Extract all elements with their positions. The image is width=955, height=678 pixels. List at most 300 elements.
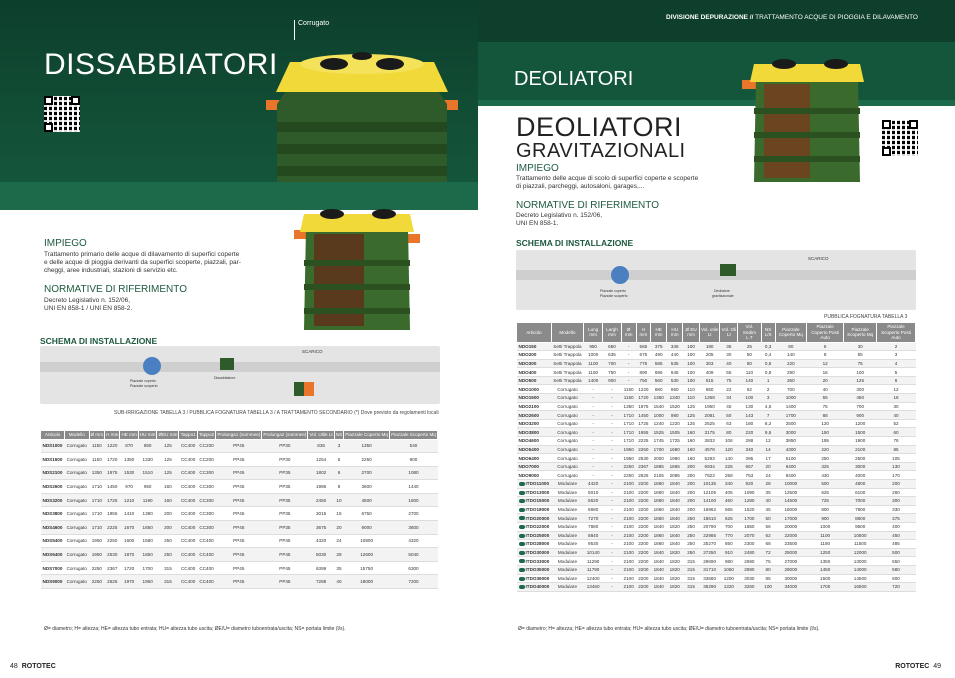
column-header: Tappo1 <box>180 432 196 437</box>
table-cell: 2085 <box>667 471 683 480</box>
table-cell: NDS7000 <box>41 561 65 575</box>
table-cell: 4320 <box>390 534 438 548</box>
table-cell: 540 <box>390 439 438 453</box>
eco-badge-icon <box>519 508 525 512</box>
table-cell: 1268 <box>699 394 720 403</box>
table-cell: 1840 <box>667 505 683 514</box>
table-cell: 1050 <box>720 565 738 574</box>
table-cell: - <box>603 505 622 514</box>
table-cell: 1950 <box>89 548 105 562</box>
table-cell: 2100 <box>621 565 636 574</box>
table-row <box>517 531 916 540</box>
table-cell: PP35 <box>262 521 308 535</box>
eco-badge-icon <box>519 491 525 495</box>
table-cell: 28 <box>761 480 775 489</box>
column-header: Ø mm <box>621 323 636 343</box>
table-cell: 8800 <box>844 514 877 523</box>
table-cell: 7800 <box>844 505 877 514</box>
table-cell: CC400 <box>197 534 215 548</box>
table-cell: 910 <box>720 548 738 557</box>
table-cell: 1320 <box>720 583 738 592</box>
table-cell: - <box>603 497 622 506</box>
table-cell: 7200 <box>390 575 438 589</box>
table-cell: NDO6400 <box>517 454 552 463</box>
table-cell: - <box>584 402 603 411</box>
table-cell: 200 <box>157 507 179 521</box>
table-cell: 160 <box>157 480 179 494</box>
table-cell: 250 <box>157 548 179 562</box>
table-cell: 10800 <box>844 531 877 540</box>
table-cell: 2890 <box>738 565 761 574</box>
table-cell: 220 <box>806 445 843 454</box>
table-cell: CC400 <box>179 439 197 453</box>
table-cell: 125 <box>157 466 179 480</box>
table-cell: 2525 <box>699 419 720 428</box>
table-cell: 1190 <box>138 493 157 507</box>
table-cell: 5010 <box>584 488 603 497</box>
table-row <box>41 439 438 453</box>
table-cell: 850 <box>699 385 720 394</box>
table-cell: 28 <box>334 548 343 562</box>
eco-badge-icon <box>519 534 525 538</box>
table-cell: 1840 <box>667 531 683 540</box>
table-cell: 1220 <box>636 385 651 394</box>
table-cell: - <box>603 583 622 592</box>
table-cell: - <box>603 488 622 497</box>
eco-badge-icon <box>519 559 525 563</box>
table-cell: PP30 <box>262 453 308 467</box>
table-cell: 30000 <box>775 574 806 583</box>
table-cell: 2105 <box>651 471 667 480</box>
table-cell: 1710 <box>89 493 105 507</box>
table-cell: 12500 <box>775 488 806 497</box>
table-row <box>517 359 916 368</box>
table-cell: Corrugato <box>65 466 90 480</box>
table-cell: 36290 <box>699 583 720 592</box>
table-cell: 1410 <box>120 507 138 521</box>
table-cell: 1840 <box>667 497 683 506</box>
table-row <box>41 507 438 521</box>
table-cell: Corrugato <box>551 445 583 454</box>
column-header: Ø EU mm <box>683 323 700 343</box>
table-cell: 1530 <box>120 466 138 480</box>
table-cell: 2100 <box>621 514 636 523</box>
table-cell: 2081 <box>699 411 720 420</box>
table-cell: - <box>584 428 603 437</box>
table-cell: NDS1000 <box>41 439 65 453</box>
table-cell: 2100 <box>621 488 636 497</box>
normative-heading: NORMATIVE DI RIFERIMENTO <box>516 200 659 211</box>
schema-heading: SCHEMA DI INSTALLAZIONE <box>516 238 634 248</box>
table-cell: 35 <box>720 342 738 351</box>
table-cell: - <box>584 437 603 446</box>
table-cell: 1400 <box>584 376 603 385</box>
table-cell: 650 <box>603 342 622 351</box>
qr-code-icon[interactable] <box>882 120 918 156</box>
column-header: HE mm <box>651 323 667 343</box>
table-row <box>41 575 438 589</box>
schema-note: PUBBLICA FOGNATURA TABELLA 3 <box>824 314 908 320</box>
table-cell: 1700 <box>738 514 761 523</box>
schema-note: SUB-IRRIGAZIONE TABELLA 3 / PUBBLICA FOGNATURA TABELLA 3 / A TRATTAMENTO SECONDARIO (*) Dove previsto da regolamenti locali <box>114 410 439 416</box>
table-cell: 200 <box>683 480 700 489</box>
table-cell: 2250 <box>344 453 390 467</box>
table-cell: 315 <box>157 561 179 575</box>
table-cell: 100 <box>683 342 700 351</box>
table-cell: 980 <box>667 411 683 420</box>
table-cell: - <box>584 411 603 420</box>
column-header: Piazzale Scoperto Mq <box>844 323 877 343</box>
table-cell: 12600 <box>344 548 390 562</box>
table-cell: PP45 <box>216 453 262 467</box>
table-cell: CC300 <box>197 480 215 494</box>
impiego-heading: IMPIEGO <box>516 163 559 174</box>
table-cell: 1100 <box>806 531 843 540</box>
table-row <box>41 548 438 562</box>
table-cell: 7270 <box>584 514 603 523</box>
table-cell: Corrugato <box>65 453 90 467</box>
table-cell: - <box>621 359 636 368</box>
table-cell: 2625 <box>105 575 120 589</box>
table-cell: 1000 <box>806 522 843 531</box>
table-cell: 4,5 <box>761 402 775 411</box>
table-cell: Setti Trappola <box>553 378 582 384</box>
page-footer-right <box>895 663 941 670</box>
table-cell: 1820 <box>667 557 683 566</box>
table-cell: - <box>603 411 622 420</box>
table-cell: 409 <box>699 368 720 377</box>
table-cell: 500 <box>806 480 843 489</box>
table-cell: 8,2 <box>761 419 775 428</box>
table-cell: PP45 <box>216 521 262 535</box>
table-cell: CC400 <box>179 480 197 494</box>
table-cell: 9,5 <box>761 428 775 437</box>
table-cell: 6100 <box>844 488 877 497</box>
table-cell: 1220 <box>105 439 120 453</box>
table-cell: 695 <box>651 368 667 377</box>
table-cell: 2200 <box>636 583 651 592</box>
table-cell: 75 <box>806 402 843 411</box>
table-cell: 880 <box>651 385 667 394</box>
table-row <box>517 342 916 351</box>
table-cell: 2250 <box>621 471 636 480</box>
table-cell: 1150 <box>621 385 636 394</box>
table-cell: 2200 <box>636 497 651 506</box>
table-cell: 170 <box>877 471 916 480</box>
table-cell: 1700 <box>651 445 667 454</box>
impiego-text: Trattamento primario delle acque di dilavamento di superfici coperte e delle acque di pioggia derivanti da superfici scoperte, piazzali, par- cheggi, aree industriali, stazioni di servizio etc. <box>44 251 241 274</box>
table-cell: PP45 <box>216 480 262 494</box>
column-header: Prolunga2 (sommee) <box>263 432 307 437</box>
table-cell: PP45 <box>216 548 262 562</box>
table-cell: - <box>603 419 622 428</box>
table-cell: 1710 <box>621 419 636 428</box>
table-cell: 22985 <box>699 531 720 540</box>
table-cell: 2690 <box>738 557 761 566</box>
table-cell: 1520 <box>667 402 683 411</box>
table-cell: 1450 <box>636 411 651 420</box>
svg-text:Piazzale scoperto: Piazzale scoperto <box>130 384 158 388</box>
table-cell: 4320 <box>308 534 334 548</box>
table-header-row <box>41 431 438 440</box>
table-cell: 225 <box>720 462 738 471</box>
table-cell: 645 <box>667 368 683 377</box>
table-cell: 2225 <box>636 437 651 446</box>
table-cell: 18610 <box>699 514 720 523</box>
table-cell: 1986 <box>308 480 334 494</box>
table-cell: 1450 <box>105 480 120 494</box>
table-cell: 300 <box>877 497 916 506</box>
table-cell: 5040 <box>390 548 438 562</box>
table-cell: - <box>603 394 622 403</box>
table-cell: 1090 <box>738 488 761 497</box>
table-cell: 2367 <box>105 561 120 575</box>
table-cell: 40 <box>720 359 738 368</box>
table-cell: 4420 <box>584 480 603 489</box>
table-cell: 2500 <box>775 419 806 428</box>
table-cell: 13000 <box>844 557 877 566</box>
table-cell: 1802 <box>308 466 334 480</box>
table-cell: PP45 <box>216 507 262 521</box>
table-row <box>517 419 916 428</box>
table-row <box>517 351 916 360</box>
table-cell: PP45 <box>262 548 308 562</box>
table-row <box>517 394 916 403</box>
table-cell: 1900 <box>844 437 877 446</box>
table-cell: 1350 <box>344 439 390 453</box>
column-header: Articolo <box>517 323 552 343</box>
table-cell: PP35 <box>262 480 308 494</box>
table-cell: 125 <box>844 376 877 385</box>
table-cell: 24 <box>334 534 343 548</box>
table-cell: NDS4600 <box>41 521 65 535</box>
column-header: Modello <box>551 323 583 343</box>
table-cell: 2700 <box>390 507 438 521</box>
table-cell: 2700 <box>344 466 390 480</box>
table-cell: 3 <box>877 351 916 360</box>
table-row <box>41 453 438 467</box>
table-row <box>41 561 438 575</box>
table-cell: NDO300 <box>517 359 552 368</box>
table-row <box>517 565 916 574</box>
table-cell: 160 <box>157 493 179 507</box>
table-cell: 5030 <box>308 548 334 562</box>
table-cell: 100 <box>683 351 700 360</box>
table-cell: 180 <box>699 342 720 351</box>
table-cell: CC300 <box>197 493 215 507</box>
table-cell: - <box>603 522 622 531</box>
table-cell: - <box>621 376 636 385</box>
table-cell: - <box>603 445 622 454</box>
right-page <box>478 0 955 678</box>
table-cell: - <box>603 480 622 489</box>
table-cell: 1700 <box>806 583 843 592</box>
table-cell: 315 <box>683 557 700 566</box>
table-row <box>517 522 916 531</box>
table-cell: 180 <box>738 419 761 428</box>
table-cell: 920 <box>738 480 761 489</box>
table-cell: NDO3800 <box>517 428 552 437</box>
table-cell: Setti Trappola <box>553 369 582 375</box>
table-cell: 2300 <box>738 540 761 549</box>
table-cell: 8 <box>806 351 843 360</box>
table-cell: 1970 <box>120 575 138 589</box>
table-cell: 12105 <box>699 488 720 497</box>
table-cell: CC400 <box>179 548 197 562</box>
table-cell: 1580 <box>138 534 157 548</box>
table-cell: 1980 <box>667 454 683 463</box>
table-cell: Corrugato <box>65 507 90 521</box>
table-cell: 2530 <box>105 548 120 562</box>
table-cell: 1100 <box>584 359 603 368</box>
table-cell: 490 <box>651 351 667 360</box>
table-cell: 2367 <box>636 462 651 471</box>
table-cell: 80 <box>775 342 806 351</box>
table-cell: 20 <box>334 521 343 535</box>
table-cell: 100 <box>683 368 700 377</box>
table-cell: 1150 <box>89 439 105 453</box>
table-cell: 55 <box>806 394 843 403</box>
table-cell: 1850 <box>138 548 157 562</box>
table-row <box>517 445 916 454</box>
table-cell: 3600 <box>344 480 390 494</box>
normative-text: Decreto Legislativo n. 152/06, UNI EN 858-1. <box>516 212 602 227</box>
table-cell: 6399 <box>308 561 334 575</box>
table-cell: 2200 <box>636 540 651 549</box>
brand-name: ROTOTEC <box>21 663 56 670</box>
table-cell: 2450 <box>308 493 334 507</box>
table-cell: 250 <box>683 514 700 523</box>
table-cell: 1150 <box>89 453 105 467</box>
table-cell: 11290 <box>584 557 603 566</box>
table-cell: 2250 <box>621 462 636 471</box>
table-cell: 7 <box>761 411 775 420</box>
table-cell: NDO2100 <box>517 402 552 411</box>
table-cell: 860 <box>667 385 683 394</box>
table-cell: 16 <box>806 368 843 377</box>
table-cell: 1254 <box>308 453 334 467</box>
table-cell: 315 <box>157 575 179 589</box>
table-cell: - <box>584 462 603 471</box>
table-cell: PP45 <box>262 575 308 589</box>
column-header: Vol. Utile Lt <box>309 432 333 437</box>
table-cell: 950 <box>584 342 603 351</box>
qr-code-icon[interactable] <box>44 96 80 132</box>
column-header: Prolunga1 (sommee) <box>217 432 261 437</box>
deoliatori-table <box>516 322 916 592</box>
table-cell: PP45 <box>216 439 262 453</box>
table-cell: 900 <box>603 376 622 385</box>
table-cell: 20 <box>806 376 843 385</box>
table-cell: Corrugato <box>65 439 90 453</box>
table-cell: 565 <box>720 505 738 514</box>
dissabbiatore-cutaway-image <box>292 200 422 340</box>
table-cell: 1860 <box>651 540 667 549</box>
table-cell: 140 <box>775 351 806 360</box>
table-cell: 1885 <box>651 462 667 471</box>
table-cell: 2100 <box>621 497 636 506</box>
table-cell: Modulare <box>551 480 583 489</box>
table-cell: 31710 <box>699 565 720 574</box>
table-cell: 850 <box>720 540 738 549</box>
table-cell: 1000 <box>651 411 667 420</box>
table-cell: NDO1000 <box>517 385 552 394</box>
table-cell: 1440 <box>390 480 438 494</box>
table-cell: 500 <box>877 548 916 557</box>
table-cell: 12 <box>806 359 843 368</box>
table-cell: 130 <box>877 462 916 471</box>
table-row <box>517 574 916 583</box>
table-cell: 34 <box>720 394 738 403</box>
column-header: Piazzale Coperto Mq <box>345 432 388 437</box>
eco-badge-icon <box>519 577 525 581</box>
table-cell: ITDO18000 <box>517 505 552 514</box>
table-cell: 1950 <box>621 445 636 454</box>
table-cell: CC400 <box>179 466 197 480</box>
table-cell: 600 <box>877 574 916 583</box>
table-cell: 125 <box>683 411 700 420</box>
table-cell: 195 <box>806 437 843 446</box>
table-cell: 1720 <box>105 453 120 467</box>
table-cell: 3850 <box>775 437 806 446</box>
table-cell: 2100 <box>621 583 636 592</box>
table-header-row <box>517 323 916 343</box>
table-cell: 2225 <box>105 521 120 535</box>
table-cell: NDS2600 <box>41 480 65 494</box>
table-cell: 345 <box>667 342 683 351</box>
table-row <box>517 376 916 385</box>
table-cell: ITDO25000 <box>517 531 552 540</box>
table-cell: 250 <box>806 454 843 463</box>
table-cell: 1200 <box>720 574 738 583</box>
table-cell: 200 <box>877 480 916 489</box>
table-cell: 1860 <box>651 514 667 523</box>
table-cell: 2200 <box>636 480 651 489</box>
table-cell: 1860 <box>651 488 667 497</box>
table-cell: 14500 <box>775 497 806 506</box>
table-cell: CC400 <box>179 453 197 467</box>
table-cell: 1540 <box>651 402 667 411</box>
table-cell: NDS6400 <box>41 548 65 562</box>
table-cell: CC400 <box>179 521 197 535</box>
scarico-label: SCARICO <box>302 349 323 354</box>
table-cell: 14500 <box>844 574 877 583</box>
table-cell: 800 <box>806 505 843 514</box>
table-cell: 45 <box>761 505 775 514</box>
table-cell: - <box>621 368 636 377</box>
column-header: Vol. utile Lt <box>699 323 720 343</box>
table-cell: Corrugato <box>551 471 583 480</box>
table-cell: 9000 <box>344 521 390 535</box>
table-cell: 85 <box>877 445 916 454</box>
table-cell: 2530 <box>636 454 651 463</box>
table-cell: 1150 <box>584 368 603 377</box>
table-cell: 4500 <box>344 493 390 507</box>
table-row <box>517 557 916 566</box>
table-cell: Corrugato <box>551 454 583 463</box>
table-cell: 1850 <box>738 522 761 531</box>
table-cell: 1725 <box>636 419 651 428</box>
table-cell: 100 <box>683 359 700 368</box>
table-cell: 2200 <box>636 557 651 566</box>
table-cell: 3000 <box>775 428 806 437</box>
table-cell: 78 <box>877 437 916 446</box>
table-cell: 1840 <box>667 514 683 523</box>
table-cell: 68 <box>761 540 775 549</box>
table-cell: 330 <box>877 505 916 514</box>
table-cell: - <box>584 385 603 394</box>
table-cell: 30 <box>844 342 877 351</box>
